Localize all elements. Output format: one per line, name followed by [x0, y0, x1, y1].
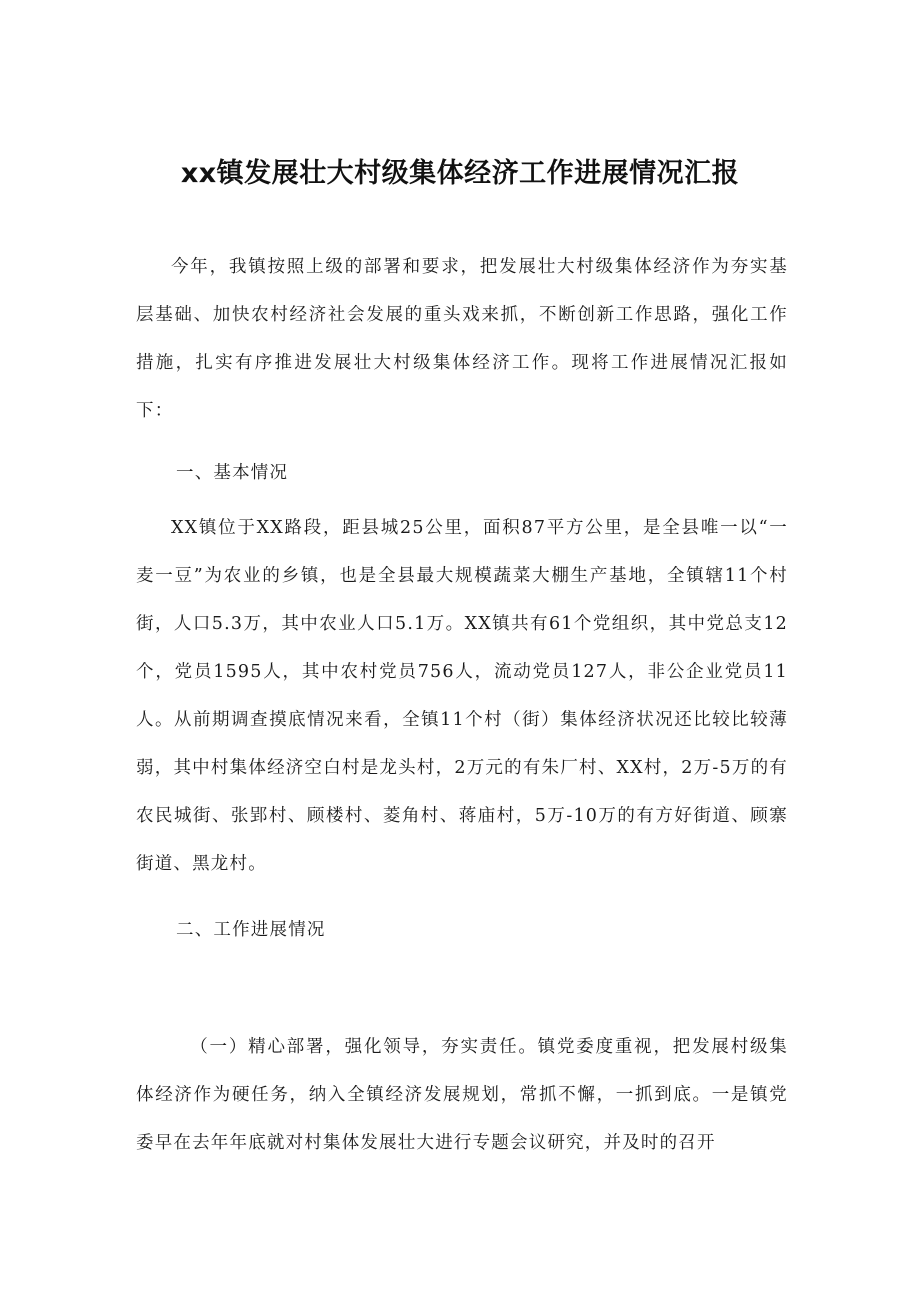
basic-situation-paragraph: XX镇位于XX路段，距县城25公里，面积87平方公里，是全县唯一以“一麦一豆”为农业的乡镇，也是全县最大规模蔬菜大棚生产基地，全镇辖11个村街，人口5.3万，其中农业人口5.1万。XX镇共有61个党组织，其中党总支12个，党员1595人，其中农村党员756人，流动党员127人，非公企业党员11人。从前期调查摸底情况来看，全镇11个村（街）集体经济状况还比较比较薄弱，其中村集体经济空白村是龙头村，2万元的有朱厂村、XX村，2万-5万的有农民城街、张郢村、顾楼村、菱角村、蒋庙村，5万-10万的有方好街道、顾寨街道、黑龙村。	[136, 518, 788, 874]
document-title: xx镇发展壮大村级集体经济工作进展情况汇报	[180, 158, 740, 190]
section-heading-basic: 一、基本情况	[176, 463, 289, 483]
section-heading-progress: 二、工作进展情况	[176, 920, 326, 940]
intro-paragraph: 今年，我镇按照上级的部署和要求，把发展壮大村级集体经济作为夯实基层基础、加快农村经济社会发展的重头戏来抓，不断创新工作思路，强化工作措施，扎实有序推进发展壮大村级集体经济工作。现将工作进展情况汇报如下：	[136, 257, 788, 421]
subsection-paragraph-1: （一）精心部署，强化领导，夯实责任。镇党委度重视，把发展村级集体经济作为硬任务，纳入全镇经济发展规划，常抓不懈，一抓到底。一是镇党委早在去年年底就对村集体发展壮大进行专题会议研究，并及时的召开	[136, 1037, 788, 1153]
